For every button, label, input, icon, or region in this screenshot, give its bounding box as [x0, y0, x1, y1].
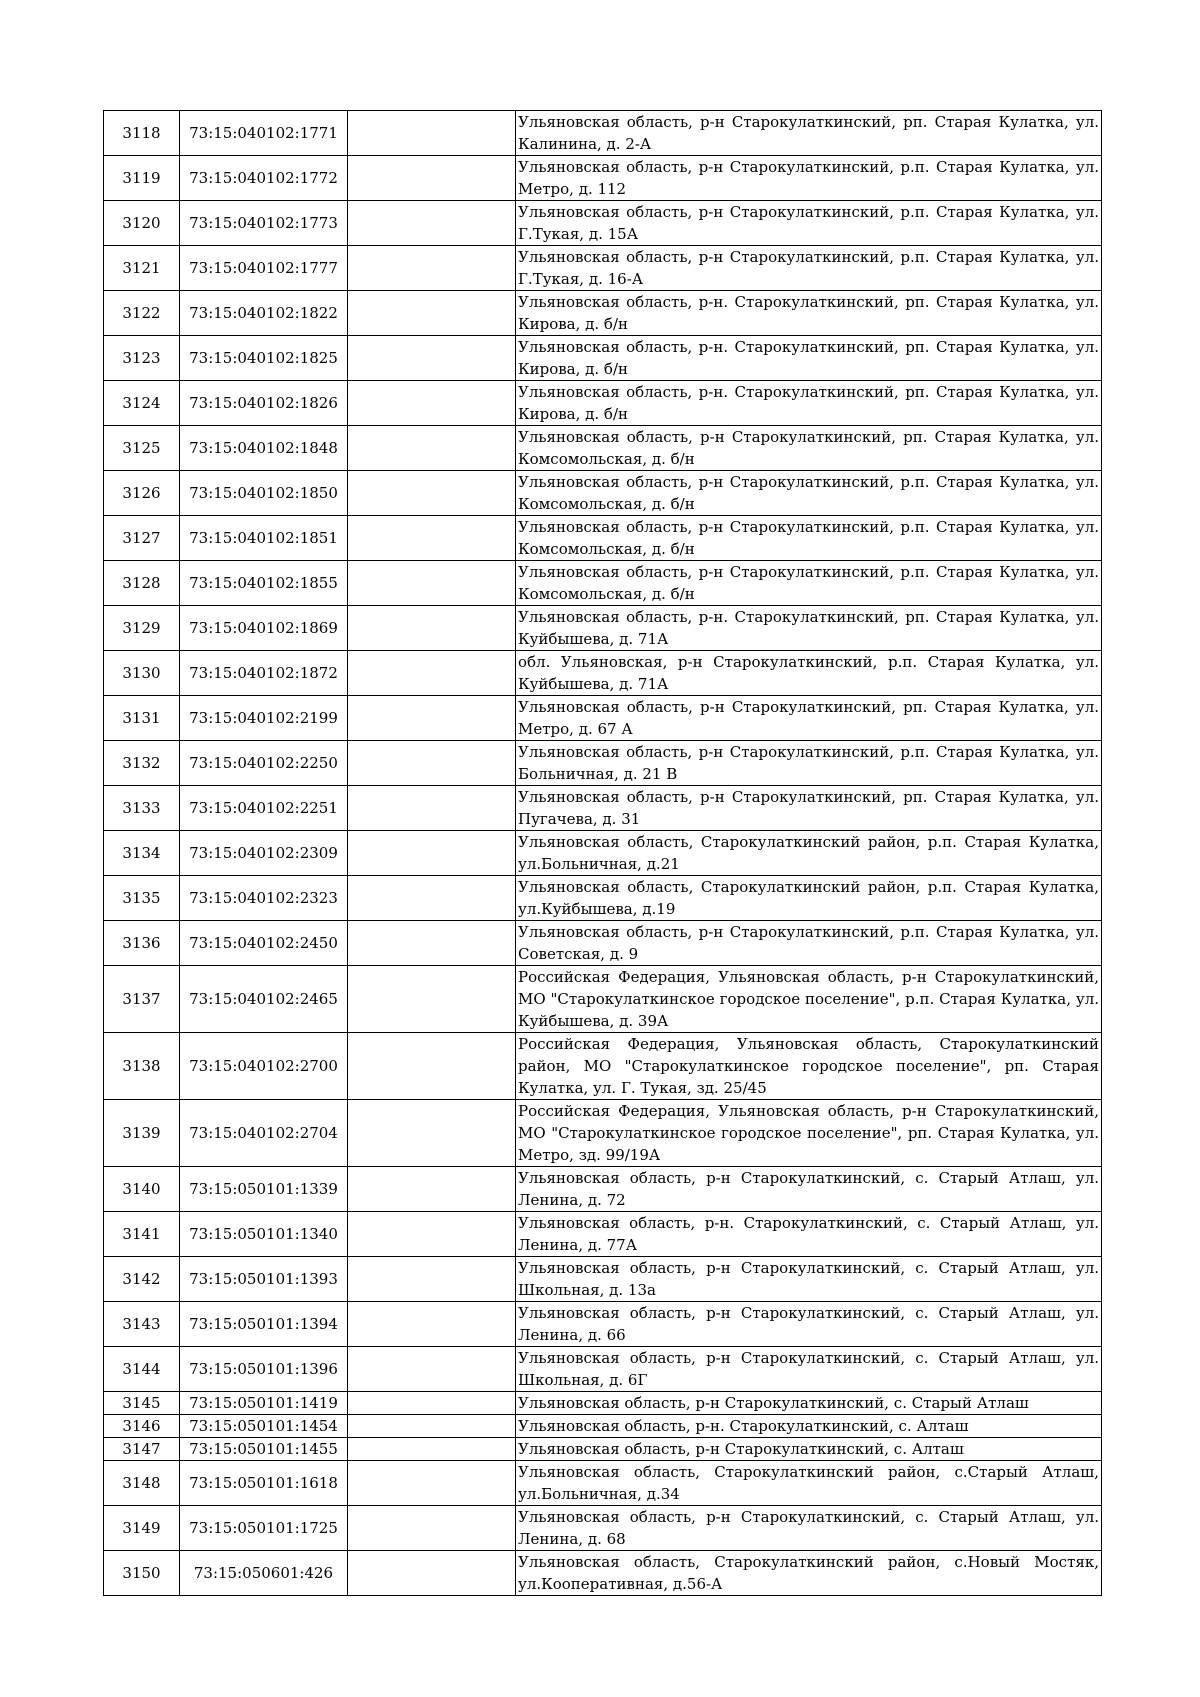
property-address: Российская Федерация, Ульяновская область, Старокулаткинский район, МО "Старокулаткинское городское поселение", рп. Старая Кулатка, ул. Г. Тукая, зд. 25/45: [516, 1033, 1102, 1100]
property-address: Ульяновская область, Старокулаткинский район, р.п. Старая Кулатка, ул.Куйбышева, д.19: [516, 876, 1102, 921]
row-number: 3132: [104, 741, 180, 786]
cadastral-number: 73:15:040102:2704: [180, 1100, 348, 1167]
property-address: Ульяновская область, р-н Старокулаткинский, с. Старый Атлаш, ул. Школьная, д. 13а: [516, 1257, 1102, 1302]
table-row: [104, 1257, 1102, 1302]
empty-cell: [348, 516, 516, 561]
empty-cell: [348, 561, 516, 606]
table-row: [104, 921, 1102, 966]
property-address: Ульяновская область, р-н. Старокулаткинский, с. Старый Атлаш, ул. Ленина, д. 77А: [516, 1212, 1102, 1257]
empty-cell: [348, 1212, 516, 1257]
table-row: [104, 1461, 1102, 1506]
row-number: 3137: [104, 966, 180, 1033]
empty-cell: [348, 1100, 516, 1167]
row-number: 3142: [104, 1257, 180, 1302]
property-address: Российская Федерация, Ульяновская область, р-н Старокулаткинский, МО "Старокулаткинское городское поселение", р.п. Старая Кулатка, ул. Куйбышева, д. 39А: [516, 966, 1102, 1033]
empty-cell: [348, 606, 516, 651]
cadastral-number: 73:15:040102:2450: [180, 921, 348, 966]
empty-cell: [348, 1506, 516, 1551]
property-address: Ульяновская область, р-н. Старокулаткинский, рп. Старая Кулатка, ул. Кирова, д. б/н: [516, 336, 1102, 381]
property-address: Ульяновская область, р-н Старокулаткинский, р.п. Старая Кулатка, ул. Комсомольская, д. б/н: [516, 516, 1102, 561]
table-row: [104, 201, 1102, 246]
cadastral-number: 73:15:050101:1340: [180, 1212, 348, 1257]
cadastral-number: 73:15:040102:1826: [180, 381, 348, 426]
row-number: 3140: [104, 1167, 180, 1212]
empty-cell: [348, 246, 516, 291]
cadastral-number: 73:15:050101:1454: [180, 1415, 348, 1438]
property-address: Ульяновская область, р-н Старокулаткинский, с. Старый Атлаш, ул. Школьная, д. 6Г: [516, 1347, 1102, 1392]
cadastral-number: 73:15:040102:2199: [180, 696, 348, 741]
cadastral-number: 73:15:040102:2465: [180, 966, 348, 1033]
empty-cell: [348, 651, 516, 696]
property-address: Ульяновская область, р-н Старокулаткинский, с. Алташ: [516, 1438, 1102, 1461]
row-number: 3131: [104, 696, 180, 741]
empty-cell: [348, 741, 516, 786]
empty-cell: [348, 966, 516, 1033]
table-row: [104, 1551, 1102, 1596]
empty-cell: [348, 1302, 516, 1347]
empty-cell: [348, 1347, 516, 1392]
cadastral-number: 73:15:050101:1455: [180, 1438, 348, 1461]
cadastral-number: 73:15:040102:2323: [180, 876, 348, 921]
table-row: [104, 1033, 1102, 1100]
cadastral-number: 73:15:040102:1855: [180, 561, 348, 606]
property-address: Ульяновская область, р-н. Старокулаткинский, с. Алташ: [516, 1415, 1102, 1438]
row-number: 3141: [104, 1212, 180, 1257]
property-address: Ульяновская область, Старокулаткинский район, с.Старый Атлаш, ул.Больничная, д.34: [516, 1461, 1102, 1506]
property-address: Ульяновская область, р-н Старокулаткинский, р.п. Старая Кулатка, ул. Г.Тукая, д. 15А: [516, 201, 1102, 246]
property-address: Российская Федерация, Ульяновская область, р-н Старокулаткинский, МО "Старокулаткинское городское поселение", рп. Старая Кулатка, ул. Метро, зд. 99/19А: [516, 1100, 1102, 1167]
cadastral-number: 73:15:050101:1419: [180, 1392, 348, 1415]
cadastral-number: 73:15:040102:1822: [180, 291, 348, 336]
empty-cell: [348, 1033, 516, 1100]
table-row: [104, 1100, 1102, 1167]
registry-body: [104, 111, 1102, 1596]
cadastral-number: 73:15:040102:2250: [180, 741, 348, 786]
table-row: [104, 696, 1102, 741]
table-row: [104, 291, 1102, 336]
property-address: Ульяновская область, р-н Старокулаткинский, рп. Старая Кулатка, ул. Комсомольская, д. б/н: [516, 426, 1102, 471]
table-row: [104, 1506, 1102, 1551]
row-number: 3123: [104, 336, 180, 381]
table-row: [104, 471, 1102, 516]
table-row: [104, 1212, 1102, 1257]
empty-cell: [348, 696, 516, 741]
cadastral-number: 73:15:050101:1339: [180, 1167, 348, 1212]
table-row: [104, 561, 1102, 606]
row-number: 3134: [104, 831, 180, 876]
empty-cell: [348, 471, 516, 516]
cadastral-number: 73:15:040102:1848: [180, 426, 348, 471]
cadastral-number: 73:15:040102:2309: [180, 831, 348, 876]
table-row: [104, 1438, 1102, 1461]
row-number: 3128: [104, 561, 180, 606]
empty-cell: [348, 831, 516, 876]
empty-cell: [348, 1167, 516, 1212]
table-row: [104, 1415, 1102, 1438]
table-row: [104, 336, 1102, 381]
empty-cell: [348, 111, 516, 156]
row-number: 3126: [104, 471, 180, 516]
property-address: Ульяновская область, р-н. Старокулаткинский, рп. Старая Кулатка, ул. Кирова, д. б/н: [516, 381, 1102, 426]
cadastral-number: 73:15:050601:426: [180, 1551, 348, 1596]
empty-cell: [348, 426, 516, 471]
table-row: [104, 741, 1102, 786]
row-number: 3135: [104, 876, 180, 921]
property-address: Ульяновская область, р-н Старокулаткинский, р.п. Старая Кулатка, ул. Г.Тукая, д. 16-А: [516, 246, 1102, 291]
property-address: Ульяновская область, р-н Старокулаткинский, р.п. Старая Кулатка, ул. Больничная, д. 21 В: [516, 741, 1102, 786]
cadastral-number: 73:15:050101:1396: [180, 1347, 348, 1392]
table-row: [104, 426, 1102, 471]
table-row: [104, 966, 1102, 1033]
cadastral-number: 73:15:040102:1851: [180, 516, 348, 561]
property-address: Ульяновская область, р-н Старокулаткинский, с. Старый Атлаш, ул. Ленина, д. 72: [516, 1167, 1102, 1212]
row-number: 3143: [104, 1302, 180, 1347]
cadastral-number: 73:15:040102:1850: [180, 471, 348, 516]
table-row: [104, 111, 1102, 156]
row-number: 3125: [104, 426, 180, 471]
table-row: [104, 786, 1102, 831]
row-number: 3127: [104, 516, 180, 561]
row-number: 3130: [104, 651, 180, 696]
property-address: Ульяновская область, р-н Старокулаткинский, р.п. Старая Кулатка, ул. Метро, д. 112: [516, 156, 1102, 201]
empty-cell: [348, 336, 516, 381]
table-row: [104, 381, 1102, 426]
row-number: 3139: [104, 1100, 180, 1167]
property-address: Ульяновская область, р-н Старокулаткинский, с. Старый Атлаш, ул. Ленина, д. 68: [516, 1506, 1102, 1551]
row-number: 3133: [104, 786, 180, 831]
row-number: 3146: [104, 1415, 180, 1438]
empty-cell: [348, 1551, 516, 1596]
property-address: Ульяновская область, р-н Старокулаткинский, рп. Старая Кулатка, ул. Калинина, д. 2-А: [516, 111, 1102, 156]
property-registry-table: [103, 110, 1102, 1596]
table-row: [104, 1167, 1102, 1212]
table-row: [104, 606, 1102, 651]
row-number: 3144: [104, 1347, 180, 1392]
cadastral-number: 73:15:050101:1394: [180, 1302, 348, 1347]
table-row: [104, 876, 1102, 921]
property-address: Ульяновская область, Старокулаткинский район, с.Новый Мостяк, ул.Кооперативная, д.56-А: [516, 1551, 1102, 1596]
table-row: [104, 1347, 1102, 1392]
empty-cell: [348, 1257, 516, 1302]
empty-cell: [348, 156, 516, 201]
empty-cell: [348, 1461, 516, 1506]
cadastral-number: 73:15:050101:1725: [180, 1506, 348, 1551]
property-address: Ульяновская область, р-н Старокулаткинский, р.п. Старая Кулатка, ул. Комсомольская, д. б/н: [516, 561, 1102, 606]
cadastral-number: 73:15:040102:1772: [180, 156, 348, 201]
property-address: Ульяновская область, р-н Старокулаткинский, с. Старый Атлаш: [516, 1392, 1102, 1415]
row-number: 3120: [104, 201, 180, 246]
cadastral-number: 73:15:050101:1393: [180, 1257, 348, 1302]
cadastral-number: 73:15:040102:1777: [180, 246, 348, 291]
row-number: 3124: [104, 381, 180, 426]
property-address: обл. Ульяновская, р-н Старокулаткинский, р.п. Старая Кулатка, ул. Куйбышева, д. 71А: [516, 651, 1102, 696]
row-number: 3148: [104, 1461, 180, 1506]
property-address: Ульяновская область, р-н Старокулаткинский, рп. Старая Кулатка, ул. Пугачева, д. 31: [516, 786, 1102, 831]
table-row: [104, 1392, 1102, 1415]
cadastral-number: 73:15:050101:1618: [180, 1461, 348, 1506]
table-row: [104, 516, 1102, 561]
empty-cell: [348, 1415, 516, 1438]
row-number: 3145: [104, 1392, 180, 1415]
empty-cell: [348, 921, 516, 966]
row-number: 3136: [104, 921, 180, 966]
property-address: Ульяновская область, Старокулаткинский район, р.п. Старая Кулатка, ул.Больничная, д.21: [516, 831, 1102, 876]
row-number: 3122: [104, 291, 180, 336]
row-number: 3121: [104, 246, 180, 291]
property-address: Ульяновская область, р-н Старокулаткинский, р.п. Старая Кулатка, ул. Комсомольская, д. б/н: [516, 471, 1102, 516]
row-number: 3149: [104, 1506, 180, 1551]
empty-cell: [348, 291, 516, 336]
table-row: [104, 246, 1102, 291]
empty-cell: [348, 876, 516, 921]
cadastral-number: 73:15:040102:2700: [180, 1033, 348, 1100]
table-row: [104, 156, 1102, 201]
row-number: 3119: [104, 156, 180, 201]
cadastral-number: 73:15:040102:1771: [180, 111, 348, 156]
property-address: Ульяновская область, р-н Старокулаткинский, рп. Старая Кулатка, ул. Метро, д. 67 А: [516, 696, 1102, 741]
table-row: [104, 651, 1102, 696]
cadastral-number: 73:15:040102:1869: [180, 606, 348, 651]
row-number: 3147: [104, 1438, 180, 1461]
table-row: [104, 1302, 1102, 1347]
row-number: 3138: [104, 1033, 180, 1100]
empty-cell: [348, 1438, 516, 1461]
empty-cell: [348, 201, 516, 246]
cadastral-number: 73:15:040102:1872: [180, 651, 348, 696]
empty-cell: [348, 381, 516, 426]
empty-cell: [348, 1392, 516, 1415]
empty-cell: [348, 786, 516, 831]
property-address: Ульяновская область, р-н. Старокулаткинский, рп. Старая Кулатка, ул. Кирова, д. б/н: [516, 291, 1102, 336]
property-address: Ульяновская область, р-н Старокулаткинский, с. Старый Атлаш, ул. Ленина, д. 66: [516, 1302, 1102, 1347]
row-number: 3129: [104, 606, 180, 651]
cadastral-number: 73:15:040102:1773: [180, 201, 348, 246]
table-row: [104, 831, 1102, 876]
cadastral-number: 73:15:040102:2251: [180, 786, 348, 831]
property-address: Ульяновская область, р-н. Старокулаткинский, рп. Старая Кулатка, ул. Куйбышева, д. 71А: [516, 606, 1102, 651]
cadastral-number: 73:15:040102:1825: [180, 336, 348, 381]
row-number: 3118: [104, 111, 180, 156]
property-address: Ульяновская область, р-н Старокулаткинский, р.п. Старая Кулатка, ул. Советская, д. 9: [516, 921, 1102, 966]
row-number: 3150: [104, 1551, 180, 1596]
